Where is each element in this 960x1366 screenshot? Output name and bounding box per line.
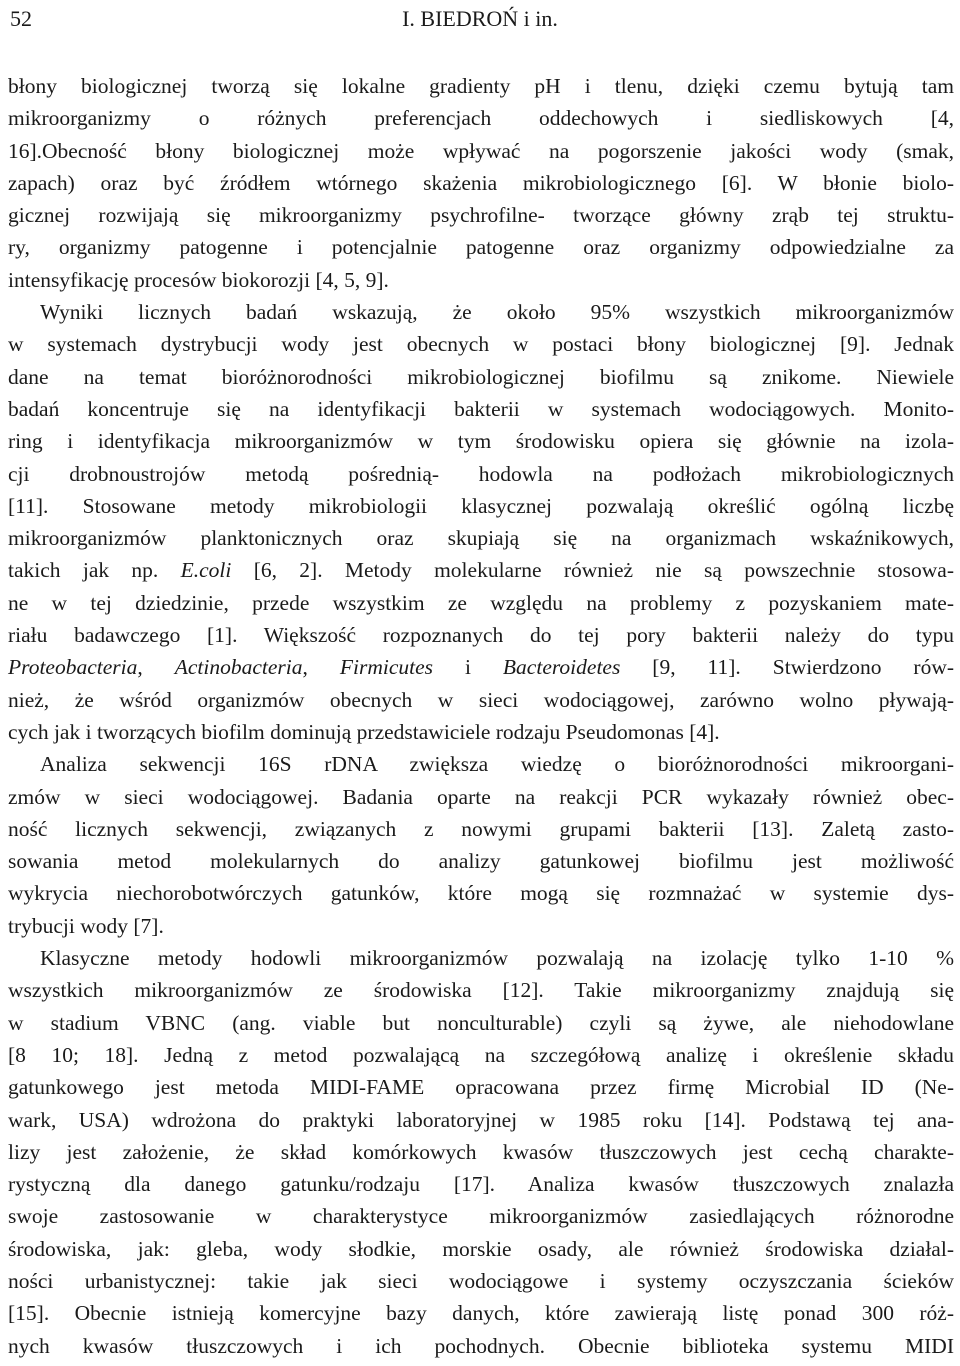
taxon-name: Firmicutes — [339, 655, 433, 680]
text-line: w stadium VBNC (ang. viable but nonculturable) czyli są żywe, ale niehodowlane — [8, 1010, 954, 1035]
text-line: [15]. Obecnie istnieją komercyjne bazy danych, które zawierają listę ponad 300 róż- — [8, 1301, 954, 1326]
body-text — [8, 71, 954, 1363]
taxon-name: Bacteroidetes — [502, 655, 621, 680]
text-line: lizy jest założenie, że skład komórkowych kwasów tłuszczowych jest cechą charakte- — [8, 1139, 954, 1164]
text-segment: [9, 11]. Stwierdzono rów- — [620, 655, 955, 680]
text-line: [11]. Stosowane metody mikrobiologii klasycznej pozwalają określić ogólną liczbę — [8, 493, 954, 518]
text-line: nych kwasów tłuszczowych i ich pochodnych. Obecnie biblioteka systemu MIDI — [8, 1333, 954, 1358]
text-line: zmów w sieci wodociągowej. Badania oparte na reakcji PCR wykazały również obec- — [8, 784, 954, 809]
text-line: mikroorganizmy o różnych preferencjach oddechowych i siedliskowych [4, — [8, 106, 954, 131]
text-line: intensyfikację procesów biokorozji [4, 5, 9]. — [8, 267, 389, 292]
text-line: zapach) oraz być źródłem wtórnego skażenia mikrobiologicznego [6]. W błonie biolo- — [8, 170, 954, 195]
text-line: błony biologicznej tworzą się lokalne gradienty pH i tlenu, dzięki czemu bytują tam — [8, 74, 954, 98]
text-line: [8 10; 18]. Jedną z metod pozwalającą na szczegółową analizę i określenie składu — [8, 1042, 954, 1067]
text-line: riału badawczego [1]. Większość rozpoznanych do tej pory bakterii należy do typu — [8, 623, 954, 648]
text-line: cji drobnoustrojów metodą pośrednią- hodowla na podłożach mikrobiologicznych — [8, 461, 954, 486]
text-line: gatunkowego jest metoda MIDI-FAME opracowana przez firmę Microbial ID (Ne- — [8, 1075, 954, 1100]
running-head: I. BIEDROŃ i in. — [402, 6, 558, 31]
text-line: środowiska, jak: gleba, wody słodkie, morskie osady, ale również środowiska działal- — [8, 1236, 954, 1261]
species-name: E.coli — [180, 558, 232, 583]
text-segment: takich jak np. — [8, 558, 181, 583]
text-line: w systemach dystrybucji wody jest obecnych w postaci błony biologicznej [9]. Jednak — [8, 332, 954, 357]
text-line: ności urbanistycznej: takie jak sieci wodociągowe i systemy oczyszczania ścieków — [8, 1268, 954, 1293]
text-line: ne w tej dziedzinie, przede wszystkim ze względu na problemy z pozyskaniem mate- — [8, 590, 954, 615]
page-number: 52 — [10, 6, 32, 31]
text-segment: [6, 2]. Metody molekularne również nie są powszechnie stosowa- — [231, 558, 954, 583]
text-line: Klasyczne metody hodowli mikroorganizmów pozwalają na izolację tylko 1-10 % — [40, 946, 954, 971]
text-line: wykrycia niechorobotwórczych gatunków, które mogą się rozmnażać w systemie dys- — [8, 881, 954, 906]
text-line: swoje zastosowanie w charakterystyce mikroorganizmów zasiedlających różnorodne — [8, 1204, 954, 1229]
text-line: trybucji wody [7]. — [8, 913, 164, 938]
text-line: nież, że wśród organizmów obecnych w sieci wodociągowej, zarówno wolno pływają- — [8, 687, 954, 712]
text-line: sowania metod molekularnych do analizy gatunkowej biofilmu jest możliwość — [8, 849, 954, 874]
text-line: badań koncentruje się na identyfikacji bakterii w systemach wodociągowych. Monito- — [8, 396, 954, 421]
text-line: mikroorganizmów planktonicznych oraz skupiają się na organizmach wskaźnikowych, — [8, 526, 954, 551]
text-line: dane na temat bioróżnorodności mikrobiologicznej biofilmu są znikome. Niewiele — [8, 364, 954, 389]
text-line — [8, 555, 954, 587]
taxon-name: Proteobacteria — [8, 655, 138, 680]
text-line: Wyniki licznych badań wskazują, że około 95% wszystkich mikroorganizmów — [40, 300, 954, 325]
text-line: Analiza sekwencji 16S rDNA zwiększa wiedzę o bioróżnorodności mikroorgani- — [40, 752, 954, 777]
text-line: 16].Obecność błony biologicznej może wpływać na pogorszenie jakości wody (smak, — [8, 138, 954, 163]
text-line: cych jak i tworzących biofilm dominują przedstawiciele rodzaju Pseudomonas [4]. — [8, 719, 720, 744]
text-line — [8, 652, 954, 684]
taxon-name: Actinobacteria — [174, 655, 303, 680]
text-line: wszystkich mikroorganizmów ze środowiska [12]. Takie mikroorganizmy znajdują się — [8, 978, 954, 1003]
text-line: ring i identyfikacja mikroorganizmów w tym środowisku opiera się głównie na izola- — [8, 429, 954, 454]
page-header — [10, 6, 950, 38]
text-segment: , — [137, 655, 175, 680]
text-line: ry, organizmy patogenne i potencjalnie patogenne oraz organizmy odpowiedzialne za — [8, 235, 954, 260]
text-line: ność licznych sekwencji, związanych z nowymi grupami bakterii [13]. Zaletą zasto- — [8, 816, 954, 841]
text-segment: i — [433, 655, 503, 680]
text-segment: , — [302, 655, 340, 680]
text-line: rystyczną dla danego gatunku/rodzaju [17]. Analiza kwasów tłuszczowych znalazła — [8, 1172, 954, 1197]
text-line: gicznej rozwijają się mikroorganizmy psychrofilne- tworzące główny zrąb tej struktu- — [8, 203, 954, 228]
text-line: wark, USA) wdrożona do praktyki laboratoryjnej w 1985 roku [14]. Podstawą tej ana- — [8, 1107, 954, 1132]
